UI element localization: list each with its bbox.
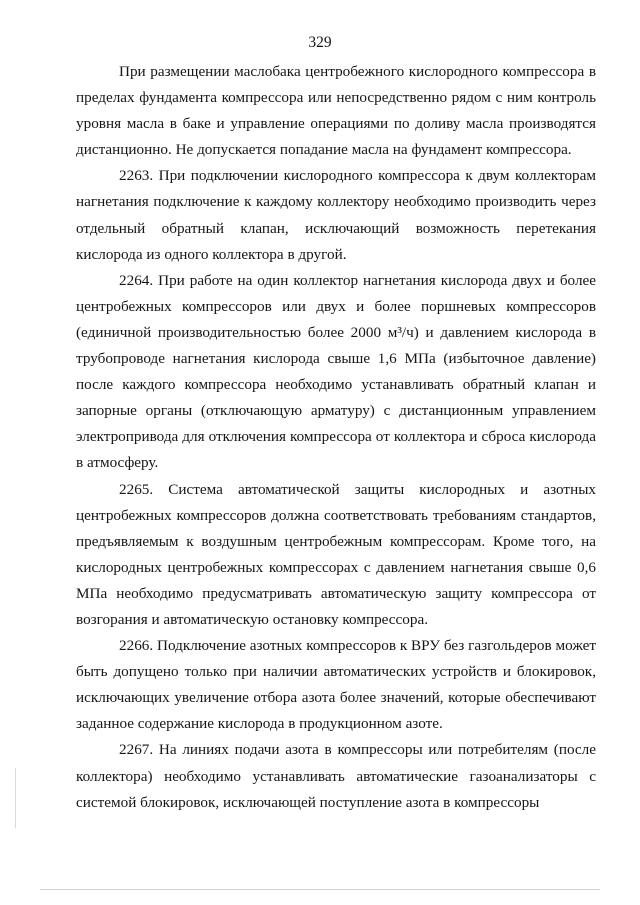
scan-margin-mark xyxy=(15,768,16,828)
document-body xyxy=(76,59,596,816)
paragraph-2265: 2265. Система автоматической защиты кислородных и азотных центробежных компрессоров должна соответствовать требованиям стандартов, предъявляемым к воздушным центробежным компрессорам. Кроме того, на кислородных центробежных компрессорах с давлением нагнетания свыше 0,6 МПа необходимо предусматривать автоматическую защиту компрессора от возгорания и автоматическую остановку компрессора. xyxy=(76,480,596,628)
paragraph-2264: 2264. При работе на один коллектор нагнетания кислорода двух и более центробежных компрессоров или двух и более поршневых компрессоров (единичной производительностью более 2000 м³/ч) и давлением кислорода в трубопроводе нагнетания кислорода свыше 1,6 МПа (избыточное давление) после каждого компрессора необходимо устанавливать обратный клапан и запорные органы (отключающую арматуру) с дистанционным управлением электропривода для отключения компрессора от коллектора и сброса кислорода в атмосферу. xyxy=(76,271,596,472)
paragraph-2263: 2263. При подключении кислородного компрессора к двум коллекторам нагнетания подключение к каждому коллектору необходимо производить через отдельный обратный клапан, исключающий возможность перетекания кислорода из одного коллектора в другой. xyxy=(76,167,596,263)
paragraph-2267: 2267. На линиях подачи азота в компрессоры или потребителям (после коллектора) необходимо устанавливать автоматические газоанализаторы с системой блокировок, исключающей поступление азота в компрессоры xyxy=(76,741,596,811)
paragraph-2266: 2266. Подключение азотных компрессоров к ВРУ без газгольдеров может быть допущено только при наличии автоматических устройств и блокировок, исключающих увеличение отбора азота более значений, которые обеспечивают заданное содержание кислорода в продукционном азоте. xyxy=(76,637,596,733)
paragraph-oil-tank: При размещении маслобака центробежного кислородного компрессора в пределах фундамента компрессора или непосредственно рядом с ним контроль уровня масла в баке и управление операциями по доливу масла производятся дистанционно. Не допускается попадание масла на фундамент компрессора. xyxy=(76,63,596,159)
scan-bottom-edge xyxy=(40,889,600,890)
page-number: 329 xyxy=(308,34,332,51)
